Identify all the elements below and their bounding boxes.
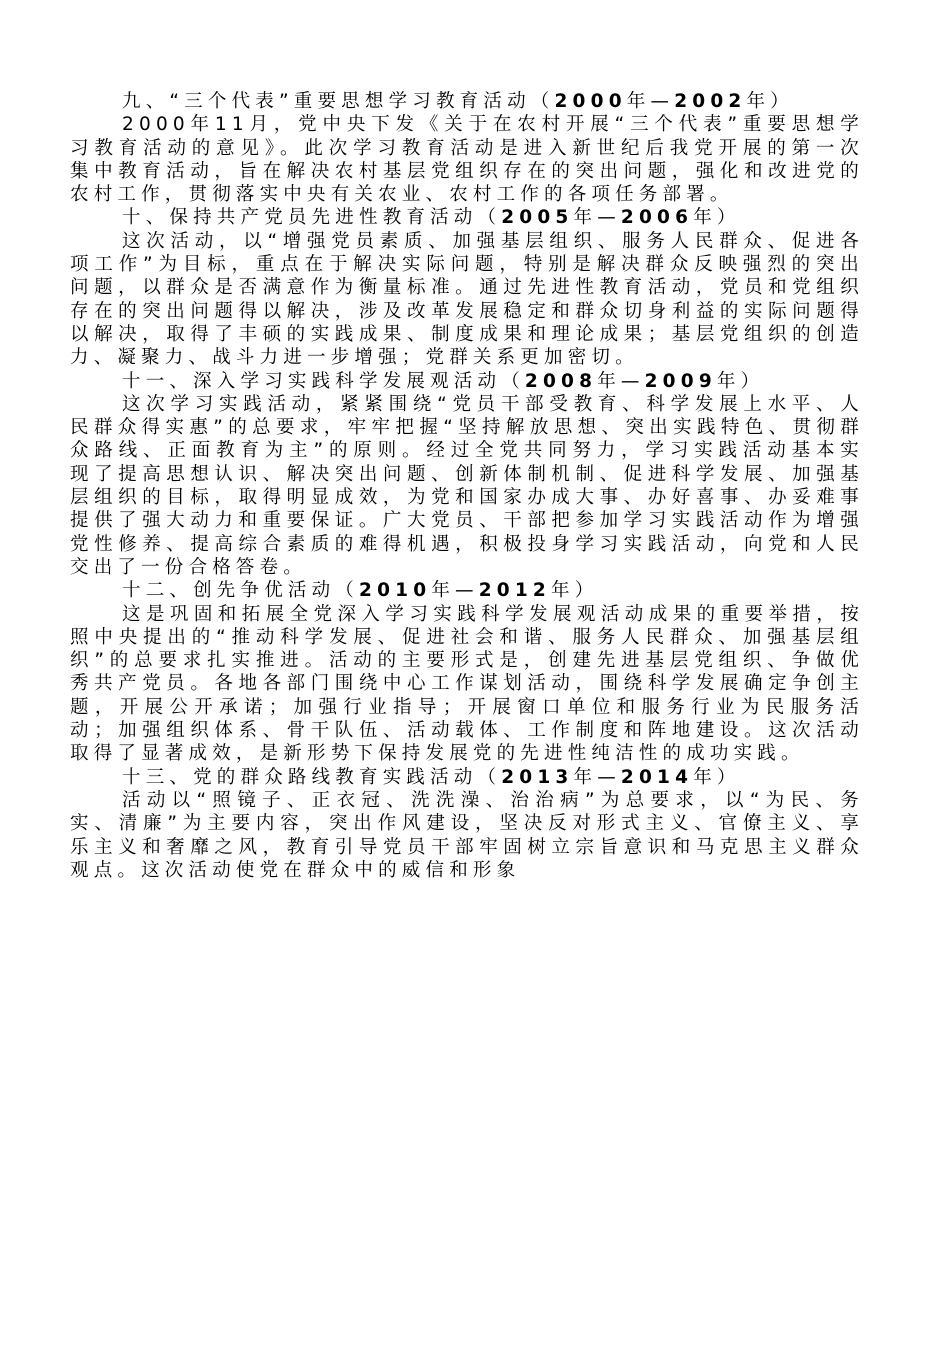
heading-start-year: 2005	[501, 207, 574, 229]
heading-separator: 年—	[573, 207, 621, 229]
heading-text: 十三、党的群众路线教育实践活动（	[122, 766, 502, 788]
heading-end-year: 2009	[644, 370, 717, 392]
heading-start-year: 2013	[501, 766, 574, 788]
heading-start-year: 2010	[359, 580, 432, 602]
heading-suffix: 年）	[693, 207, 741, 229]
section-9	[70, 90, 864, 206]
heading-text: 十二、创先争优活动（	[122, 580, 360, 602]
heading-suffix: 年）	[551, 580, 599, 602]
section-10	[70, 206, 864, 369]
heading-separator: 年—	[626, 91, 675, 112]
heading-suffix: 年）	[716, 370, 765, 392]
heading-end-year: 2002	[674, 91, 747, 112]
heading-end-year: 2006	[620, 207, 694, 229]
section-12	[70, 579, 864, 765]
section-heading	[70, 90, 864, 113]
section-body: 活动以“照镜子、正衣冠、洗洗澡、治治病”为总要求，以“为民、务实、清廉”为主要内容，突出作风建设，坚决反对形式主义、官僚主义、享乐主义和奢靡之风，教育引导党员干部牢固树立宗旨意识和马克思主义群众观点。这次活动使党在群众中的威信和形象	[70, 789, 864, 881]
section-heading	[70, 766, 864, 789]
section-heading	[70, 579, 864, 602]
heading-text: 十一、深入学习实践科学发展观活动（	[122, 370, 525, 392]
section-body: 这是巩固和拓展全党深入学习实践科学发展观活动成果的重要举措，按照中央提出的“推动科学发展、促进社会和谐、服务人民群众、加强基层组织”的总要求扎实推进。活动的主要形式是，创建先进基层党组织、争做优秀共产党员。各地各部门围绕中心工作谋划活动，围绕科学发展确定争创主题，开展公开承诺；加强行业指导；开展窗口单位和服务行业为民服务活动；加强组织体系、骨干队伍、活动载体、工作制度和阵地建设。这次活动取得了显著成效，是新形势下保持发展党的先进性纯洁性的成功实践。	[70, 603, 864, 765]
heading-separator: 年—	[431, 580, 479, 602]
heading-text: 十、保持共产党员先进性教育活动（	[122, 207, 502, 229]
heading-text: 九、“三个代表”重要思想学习教育活动（	[122, 91, 555, 112]
heading-start-year: 2000	[554, 91, 627, 112]
heading-end-year: 2012	[478, 580, 552, 602]
heading-end-year: 2014	[620, 766, 694, 788]
section-body: 2000年11月，党中央下发《关于在农村开展“三个代表”重要思想学习教育活动的意见》。此次学习教育活动是进入新世纪后我党开展的第一次集中教育活动，旨在解决农村基层党组织存在的突出问题，强化和改进党的农村工作，贯彻落实中央有关农业、农村工作的各项任务部署。	[70, 114, 864, 206]
section-heading	[70, 206, 864, 229]
heading-suffix: 年）	[746, 91, 794, 112]
section-11	[70, 370, 864, 580]
heading-separator: 年—	[597, 370, 645, 392]
heading-start-year: 2008	[524, 370, 598, 392]
section-13	[70, 766, 864, 882]
section-body: 这次学习实践活动，紧紧围绕“党员干部受教育、科学发展上水平、人民群众得实惠”的总要求，牢牢把握“坚持解放思想、突出实践特色、贯彻群众路线、正面教育为主”的原则。经过全党共同努力，学习实践活动基本实现了提高思想认识、解决突出问题、创新体制机制、促进科学发展、加强基层组织的目标，取得明显成效，为党和国家办成大事、办好喜事、办妥难事提供了强大动力和重要保证。广大党员、干部把参加学习实践活动作为增强党性修养、提高综合素质的难得机遇，积极投身学习实践活动，向党和人民交出了一份合格答卷。	[70, 393, 864, 578]
heading-separator: 年—	[573, 766, 621, 788]
heading-suffix: 年）	[693, 766, 741, 788]
section-heading	[70, 370, 864, 393]
section-body: 这次活动，以“增强党员素质、加强基层组织、服务人民群众、促进各项工作”为目标，重点在于解决实际问题，特别是解决群众反映强烈的突出问题，以群众是否满意作为衡量标准。通过先进性教育活动，党员和党组织存在的突出问题得以解决，涉及改革发展稳定和群众切身利益的实际问题得以解决，取得了丰硕的实践成果、制度成果和理论成果；基层党组织的创造力、凝聚力、战斗力进一步增强；党群关系更加密切。	[70, 230, 864, 369]
